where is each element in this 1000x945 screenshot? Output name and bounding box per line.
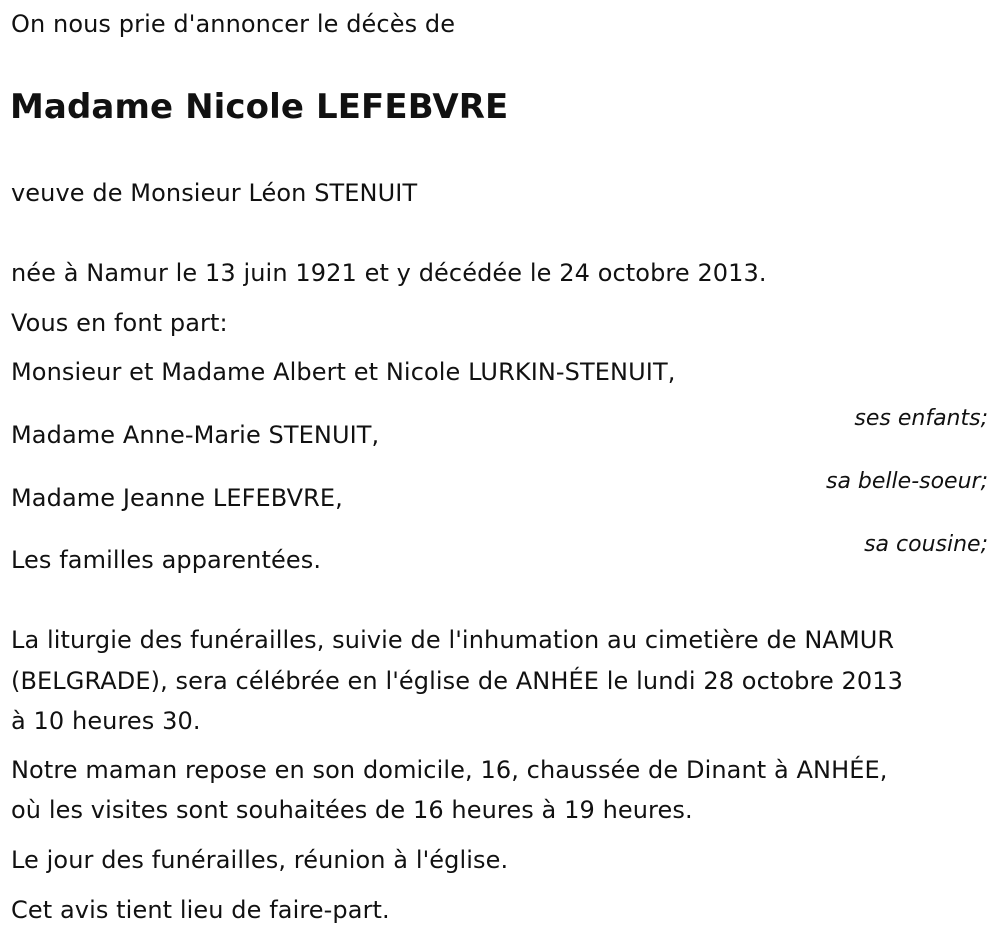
funeral-text-line: (BELGRADE), sera célébrée en l'église de ANHÉE le lundi 28 octobre 2013 bbox=[11, 667, 904, 695]
intro-text: On nous prie d'annoncer le décès de bbox=[11, 10, 456, 38]
repose-text-line: où les visites sont souhaitées de 16 heures à 19 heures. bbox=[11, 796, 693, 824]
family-member-relation: sa cousine; bbox=[864, 532, 988, 557]
related-families-text: Les familles apparentées. bbox=[11, 546, 322, 574]
family-member-relation: sa belle-soeur; bbox=[826, 469, 988, 494]
widow-of-text: veuve de Monsieur Léon STENUIT bbox=[11, 179, 418, 207]
family-member-names: Madame Anne-Marie STENUIT, bbox=[11, 421, 380, 449]
family-member-names: Madame Jeanne LEFEBVRE, bbox=[11, 484, 343, 512]
funeral-text-line: à 10 heures 30. bbox=[11, 707, 201, 735]
birth-death-text: née à Namur le 13 juin 1921 et y décédée le 24 octobre 2013. bbox=[11, 259, 767, 287]
meeting-text: Le jour des funérailles, réunion à l'église. bbox=[11, 846, 509, 874]
notice-text: Cet avis tient lieu de faire-part. bbox=[11, 896, 390, 924]
family-member-relation: ses enfants; bbox=[854, 406, 988, 431]
repose-text-line: Notre maman repose en son domicile, 16, chaussée de Dinant à ANHÉE, bbox=[11, 756, 888, 784]
funeral-text-line: La liturgie des funérailles, suivie de l'inhumation au cimetière de NAMUR bbox=[11, 626, 895, 654]
share-intro-text: Vous en font part: bbox=[11, 309, 228, 337]
deceased-name: Madame Nicole LEFEBVRE bbox=[10, 87, 509, 127]
family-member-names: Monsieur et Madame Albert et Nicole LURKIN-STENUIT, bbox=[11, 358, 676, 386]
